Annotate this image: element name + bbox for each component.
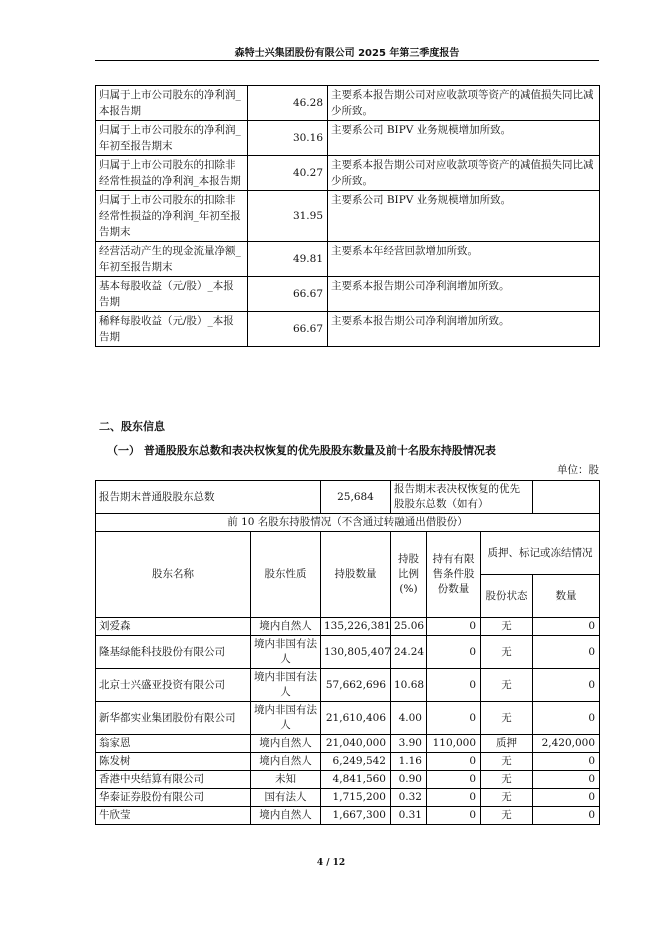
- holder-nature: 境内自然人: [251, 618, 321, 636]
- holder-restricted: 0: [427, 702, 481, 735]
- change-value: 30.16: [248, 121, 328, 156]
- change-item: 归属于上市公司股东的扣除非经常性损益的净利润_年初至报告期末: [96, 191, 248, 242]
- page-number: 4 / 12: [316, 858, 346, 868]
- holder-status: 无: [481, 753, 533, 771]
- change-reason: 主要系本报告期公司对应收款项等资产的减值损失同比减少所致。: [328, 86, 600, 121]
- holder-ratio: 25.06: [391, 618, 427, 636]
- holder-ratio: 0.32: [391, 789, 427, 807]
- holder-nature: 境内自然人: [251, 735, 321, 753]
- holder-restricted: 0: [427, 789, 481, 807]
- change-reason: 主要系本报告期公司净利润增加所致。: [328, 312, 600, 347]
- col-header-restricted: 持有有限售条件股份数量: [427, 532, 481, 618]
- holder-nature: 未知: [251, 771, 321, 789]
- holder-amount: 2,420,000: [533, 735, 600, 753]
- holder-status: 质押: [481, 735, 533, 753]
- holder-amount: 0: [533, 789, 600, 807]
- holder-ratio: 3.90: [391, 735, 427, 753]
- holder-status: 无: [481, 702, 533, 735]
- change-row: [96, 156, 600, 191]
- holder-restricted: 0: [427, 636, 481, 669]
- change-value: 49.81: [248, 242, 328, 277]
- pref-holders-label: 报告期末表决权恢复的优先股股东总数（如有）: [391, 481, 533, 514]
- holder-amount: 0: [533, 753, 600, 771]
- holder-name: 牛欣莹: [96, 807, 251, 825]
- holder-name: 华泰证券股份有限公司: [96, 789, 251, 807]
- col-header-shares: 持股数量: [321, 532, 391, 618]
- table-row: [96, 753, 600, 771]
- holder-shares: 1,715,200: [321, 789, 391, 807]
- change-reason: 主要系公司 BIPV 业务规模增加所致。: [328, 191, 600, 242]
- change-reason: 主要系本报告期公司净利润增加所致。: [328, 277, 600, 312]
- change-row: [96, 121, 600, 156]
- col-header-amount: 数量: [533, 575, 600, 618]
- report-header-title: 森特士兴集团股份有限公司 2025 年第三季度报告: [234, 48, 460, 59]
- holder-name: 新华都实业集团股份有限公司: [96, 702, 251, 735]
- change-reason: 主要系公司 BIPV 业务规模增加所致。: [328, 121, 600, 156]
- holder-shares: 21,040,000: [321, 735, 391, 753]
- holder-shares: 4,841,560: [321, 771, 391, 789]
- shareholders-table: [95, 480, 600, 825]
- total-holders-value: 25,684: [321, 481, 391, 514]
- holder-restricted: 0: [427, 618, 481, 636]
- unit-label: 单位：股: [557, 464, 599, 476]
- change-row: [96, 86, 600, 121]
- holder-name: 翁家恩: [96, 735, 251, 753]
- change-item: 归属于上市公司股东的扣除非经常性损益的净利润_本报告期: [96, 156, 248, 191]
- holder-restricted: 110,000: [427, 735, 481, 753]
- change-item: 基本每股收益（元/股）_本报告期: [96, 277, 248, 312]
- col-header-pledge: 质押、标记或冻结情况: [481, 532, 600, 575]
- col-header-name: 股东名称: [96, 532, 251, 618]
- table-row: [96, 669, 600, 702]
- holder-ratio: 10.68: [391, 669, 427, 702]
- holder-ratio: 4.00: [391, 702, 427, 735]
- holder-restricted: 0: [427, 771, 481, 789]
- holder-shares: 1,667,300: [321, 807, 391, 825]
- holder-nature: 境内自然人: [251, 753, 321, 771]
- holder-shares: 135,226,381: [321, 618, 391, 636]
- holder-ratio: 0.90: [391, 771, 427, 789]
- header-row-1: [96, 532, 600, 575]
- change-item: 归属于上市公司股东的净利润_年初至报告期末: [96, 121, 248, 156]
- change-value: 66.67: [248, 277, 328, 312]
- holder-status: 无: [481, 669, 533, 702]
- change-value: 66.67: [248, 312, 328, 347]
- change-value: 31.95: [248, 191, 328, 242]
- summary-row: [96, 481, 600, 514]
- change-item: 稀释每股收益（元/股）_本报告期: [96, 312, 248, 347]
- holder-restricted: 0: [427, 669, 481, 702]
- holder-name: 北京士兴盛亚投资有限公司: [96, 669, 251, 702]
- change-item: 经营活动产生的现金流量净额_年初至报告期末: [96, 242, 248, 277]
- top10-caption-row: [96, 514, 600, 532]
- holder-shares: 130,805,407: [321, 636, 391, 669]
- holder-status: 无: [481, 636, 533, 669]
- holder-ratio: 0.31: [391, 807, 427, 825]
- change-row: [96, 312, 600, 347]
- holder-ratio: 24.24: [391, 636, 427, 669]
- table-row: [96, 771, 600, 789]
- holder-name: 刘爱森: [96, 618, 251, 636]
- table-row: [96, 636, 600, 669]
- holder-amount: 0: [533, 771, 600, 789]
- col-header-nature: 股东性质: [251, 532, 321, 618]
- table-row: [96, 618, 600, 636]
- holder-ratio: 1.16: [391, 753, 427, 771]
- table-row: [96, 789, 600, 807]
- holder-shares: 57,662,696: [321, 669, 391, 702]
- holder-nature: 境内自然人: [251, 807, 321, 825]
- change-item: 归属于上市公司股东的净利润_本报告期: [96, 86, 248, 121]
- section-subtitle: （一） 普通股股东总数和表决权恢复的优先股股东数量及前十名股东持股情况表: [107, 444, 496, 457]
- change-value: 40.27: [248, 156, 328, 191]
- change-reason: 主要系本年经营回款增加所致。: [328, 242, 600, 277]
- holder-status: 无: [481, 771, 533, 789]
- holder-nature: 境内非国有法人: [251, 636, 321, 669]
- holder-nature: 境内非国有法人: [251, 669, 321, 702]
- holder-restricted: 0: [427, 753, 481, 771]
- change-value: 46.28: [248, 86, 328, 121]
- holder-amount: 0: [533, 669, 600, 702]
- top10-caption: 前 10 名股东持股情况（不含通过转融通出借股份）: [96, 514, 600, 532]
- table-row: [96, 807, 600, 825]
- header-rule: [95, 60, 599, 61]
- holder-shares: 6,249,542: [321, 753, 391, 771]
- change-reason-table: [95, 85, 600, 347]
- holder-shares: 21,610,406: [321, 702, 391, 735]
- table-row: [96, 702, 600, 735]
- holder-restricted: 0: [427, 807, 481, 825]
- holder-name: 香港中央结算有限公司: [96, 771, 251, 789]
- col-header-ratio: 持股比例(%): [391, 532, 427, 618]
- col-header-status: 股份状态: [481, 575, 533, 618]
- change-row: [96, 191, 600, 242]
- holder-status: 无: [481, 807, 533, 825]
- holder-status: 无: [481, 618, 533, 636]
- holder-amount: 0: [533, 702, 600, 735]
- holder-nature: 国有法人: [251, 789, 321, 807]
- change-row: [96, 242, 600, 277]
- holder-name: 陈发树: [96, 753, 251, 771]
- section-title: 二、股东信息: [99, 420, 165, 433]
- holder-amount: 0: [533, 636, 600, 669]
- holder-name: 隆基绿能科技股份有限公司: [96, 636, 251, 669]
- table-row: [96, 735, 600, 753]
- holder-amount: 0: [533, 807, 600, 825]
- change-row: [96, 277, 600, 312]
- holder-status: 无: [481, 789, 533, 807]
- change-reason: 主要系本报告期公司对应收款项等资产的减值损失同比减少所致。: [328, 156, 600, 191]
- total-holders-label: 报告期末普通股股东总数: [96, 481, 321, 514]
- holder-nature: 境内非国有法人: [251, 702, 321, 735]
- pref-holders-value: [533, 481, 600, 514]
- holder-amount: 0: [533, 618, 600, 636]
